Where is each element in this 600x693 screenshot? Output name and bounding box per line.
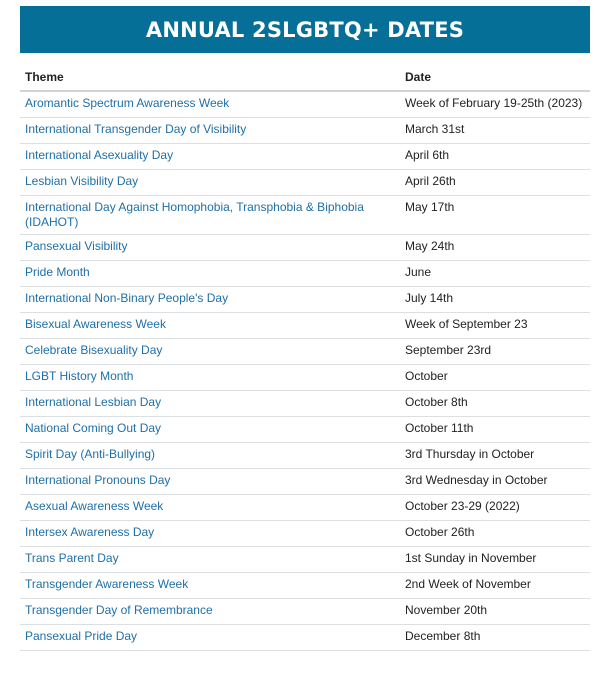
table-row [20, 417, 590, 443]
dates-table-container [20, 64, 590, 651]
theme-cell [20, 313, 400, 339]
theme-cell [20, 573, 400, 599]
theme-cell [20, 417, 400, 443]
date-cell: October 11th [400, 417, 590, 443]
date-cell: December 8th [400, 625, 590, 651]
table-row [20, 287, 590, 313]
date-cell: April 26th [400, 170, 590, 196]
table-row [20, 599, 590, 625]
table-row [20, 144, 590, 170]
page-title: ANNUAL 2SLGBTQ+ DATES [145, 17, 465, 42]
theme-cell [20, 599, 400, 625]
theme-link[interactable]: Pride Month [25, 265, 90, 279]
theme-cell [20, 91, 400, 118]
theme-link[interactable]: Lesbian Visibility Day [25, 174, 139, 188]
theme-cell [20, 235, 400, 261]
theme-link[interactable]: International Non-Binary People's Day [25, 291, 229, 305]
theme-cell [20, 521, 400, 547]
theme-link[interactable]: Aromantic Spectrum Awareness Week [25, 96, 230, 110]
theme-link[interactable]: Asexual Awareness Week [25, 499, 164, 513]
date-cell: 3rd Thursday in October [400, 443, 590, 469]
page-title-banner [20, 6, 590, 53]
table-row [20, 547, 590, 573]
date-cell: October [400, 365, 590, 391]
date-cell: 1st Sunday in November [400, 547, 590, 573]
theme-cell [20, 547, 400, 573]
theme-link[interactable]: International Transgender Day of Visibility [25, 122, 247, 136]
date-cell: April 6th [400, 144, 590, 170]
date-cell: June [400, 261, 590, 287]
theme-cell [20, 469, 400, 495]
theme-link[interactable]: Pansexual Pride Day [25, 629, 138, 643]
table-row [20, 339, 590, 365]
theme-link[interactable]: International Pronouns Day [25, 473, 171, 487]
date-cell: November 20th [400, 599, 590, 625]
date-cell: 2nd Week of November [400, 573, 590, 599]
date-cell: May 24th [400, 235, 590, 261]
date-column-header: Date [400, 64, 590, 91]
date-cell: March 31st [400, 118, 590, 144]
table-row [20, 170, 590, 196]
theme-link[interactable]: Intersex Awareness Day [25, 525, 155, 539]
table-row [20, 573, 590, 599]
table-row [20, 235, 590, 261]
dates-table [20, 64, 590, 651]
table-row [20, 91, 590, 118]
table-row [20, 261, 590, 287]
theme-link[interactable]: Transgender Day of Remembrance [25, 603, 213, 617]
table-row [20, 196, 590, 235]
date-cell: September 23rd [400, 339, 590, 365]
theme-link[interactable]: Transgender Awareness Week [25, 577, 189, 591]
date-cell: October 26th [400, 521, 590, 547]
table-header-row [20, 64, 590, 91]
date-cell: July 14th [400, 287, 590, 313]
theme-cell [20, 391, 400, 417]
table-body [20, 91, 590, 651]
table-row [20, 313, 590, 339]
date-cell: October 8th [400, 391, 590, 417]
theme-link[interactable]: Trans Parent Day [25, 551, 119, 565]
table-row [20, 443, 590, 469]
table-row [20, 118, 590, 144]
theme-cell [20, 261, 400, 287]
theme-cell [20, 365, 400, 391]
date-cell: October 23-29 (2022) [400, 495, 590, 521]
date-cell: Week of September 23 [400, 313, 590, 339]
date-cell: May 17th [400, 196, 590, 235]
theme-cell [20, 144, 400, 170]
theme-link[interactable]: International Asexuality Day [25, 148, 174, 162]
theme-link[interactable]: Pansexual Visibility [25, 239, 128, 253]
theme-link[interactable]: LGBT History Month [25, 369, 134, 383]
theme-cell [20, 495, 400, 521]
date-cell: 3rd Wednesday in October [400, 469, 590, 495]
table-row [20, 365, 590, 391]
theme-cell [20, 118, 400, 144]
date-cell: Week of February 19-25th (2023) [400, 91, 590, 118]
theme-cell [20, 625, 400, 651]
table-row [20, 521, 590, 547]
theme-link[interactable]: International Lesbian Day [25, 395, 162, 409]
theme-cell [20, 196, 400, 235]
theme-cell [20, 287, 400, 313]
theme-cell [20, 339, 400, 365]
table-row [20, 469, 590, 495]
table-row [20, 495, 590, 521]
theme-cell [20, 170, 400, 196]
theme-link[interactable]: Bisexual Awareness Week [25, 317, 166, 331]
table-row [20, 625, 590, 651]
table-row [20, 391, 590, 417]
theme-link[interactable]: International Day Against Homophobia, Transphobia & Biphobia (IDAHOT) [25, 200, 364, 229]
theme-link[interactable]: Spirit Day (Anti-Bullying) [25, 447, 156, 461]
theme-link[interactable]: Celebrate Bisexuality Day [25, 343, 163, 357]
theme-column-header: Theme [20, 64, 400, 91]
theme-link[interactable]: National Coming Out Day [25, 421, 162, 435]
theme-cell [20, 443, 400, 469]
